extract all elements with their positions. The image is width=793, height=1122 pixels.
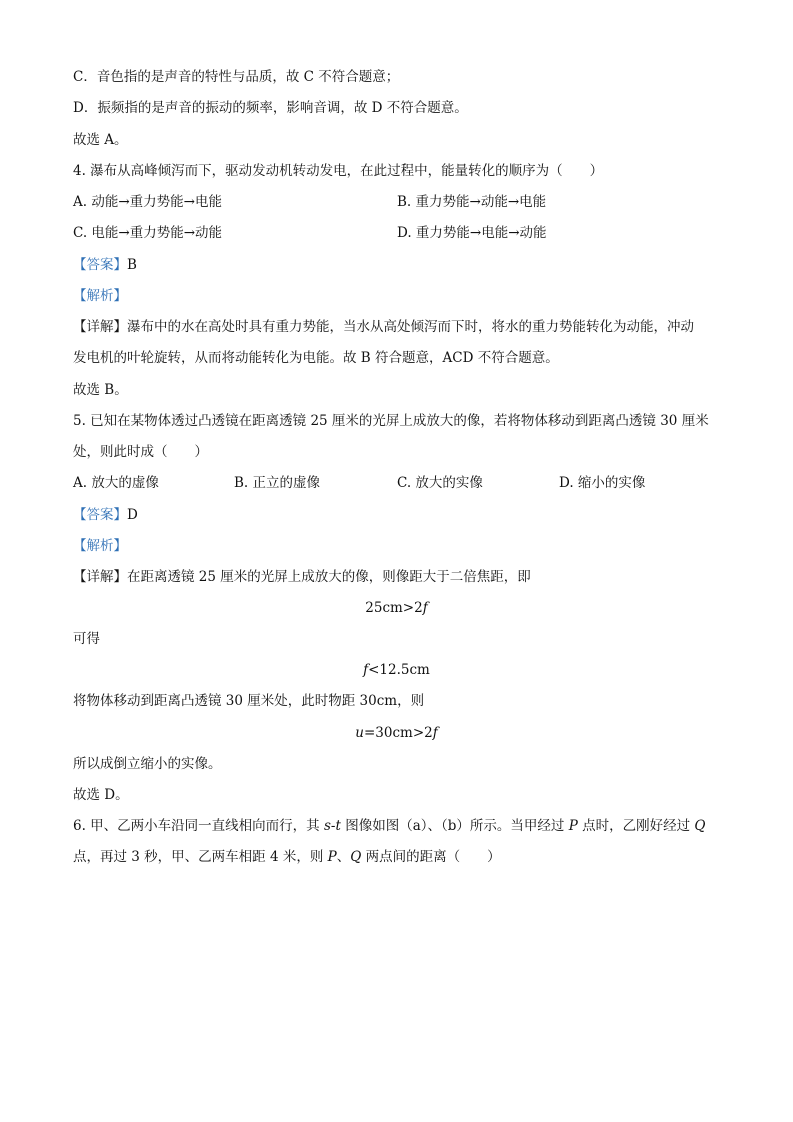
q5-stem-line-2: 处，则此时成（ ） (73, 444, 208, 460)
q6-stem-line-2 (73, 848, 501, 866)
q4-detail-line-1 (73, 318, 694, 336)
q4-option-a: A. 动能→重力势能→电能 (73, 194, 222, 210)
q5-detail-text-1: 在距离透镜 25 厘米的光屏上成放大的像，则像距大于二倍焦距，即 (127, 569, 531, 585)
q5-detail-line-3: 所以成倒立缩小的实像。 (73, 756, 222, 772)
equation-variable: u (355, 725, 364, 741)
answer-tag: 【答案】 (73, 507, 127, 523)
q5-answer-value: D (127, 507, 138, 523)
q5-option-b: B. 正立的虚像 (234, 475, 321, 491)
detail-tag: 【详解】 (73, 569, 127, 585)
stem-text: 两点间的距离（ ） (361, 849, 501, 865)
stem-text: 图像如图（a）、（b）所示。当甲经过 (340, 818, 569, 834)
stem-text: 点时，乙刚好经过 (577, 818, 695, 834)
equation-text: 25cm>2 (365, 600, 423, 616)
stem-text: 、 (336, 849, 351, 865)
q5-answer-line (73, 506, 138, 524)
stem-variable: Q (694, 818, 706, 834)
q4-detail-line-2: 发电机的叶轮旋转，从而将动能转化为电能。故 B 符合题意，ACD 不符合题意。 (73, 350, 559, 366)
q5-detail-line-1 (73, 568, 531, 586)
equation-variable: f (432, 725, 438, 741)
equation-text: =30cm>2 (363, 725, 433, 741)
stem-variable: t (335, 818, 341, 834)
q4-detail-text-1: 瀑布中的水在高处时具有重力势能，当水从高处倾泻而下时，将水的重力势能转化为动能，冲动 (127, 319, 694, 335)
answer-tag: 【答案】 (73, 257, 127, 273)
q4-option-c: C. 电能→重力势能→动能 (73, 225, 223, 241)
q5-analysis-tag: 【解析】 (73, 538, 127, 554)
equation-variable: f (422, 600, 428, 616)
stem-variable: P (568, 818, 578, 834)
stem-text: 6. 甲、乙两小车沿同一直线相向而行，其 (73, 818, 324, 834)
q4-option-b: B. 重力势能→动能→电能 (397, 194, 547, 210)
q3-option-c-explanation: C．音色指的是声音的特性与品质，故 C 不符合题意； (73, 69, 400, 85)
equation-variable: f (363, 662, 369, 678)
equation-text: <12.5cm (368, 662, 430, 678)
stem-variable: P (327, 849, 337, 865)
stem-text: - (330, 818, 336, 834)
q4-answer-line (73, 256, 137, 274)
stem-variable: Q (350, 849, 362, 865)
q5-can-get: 可得 (73, 631, 100, 647)
q5-stem-line-1: 5. 已知在某物体透过凸透镜在距离透镜 25 厘米的光屏上成放大的像，若将物体移动到距离凸透镜 30 厘米 (73, 413, 709, 429)
q4-answer-value: B (127, 257, 137, 273)
q5-option-d: D. 缩小的实像 (559, 475, 646, 491)
stem-text: 点，再过 3 秒，甲、乙两车相距 4 米，则 (73, 849, 328, 865)
q4-stem: 4. 瀑布从高峰倾泻而下，驱动发动机转动发电，在此过程中，能量转化的顺序为（ ） (73, 163, 604, 179)
q3-option-d-explanation: D．振频指的是声音的振动的频率，影响音调，故 D 不符合题意。 (73, 100, 468, 116)
q5-detail-line-2: 将物体移动到距离凸透镜 30 厘米处，此时物距 30cm，则 (73, 693, 425, 709)
q4-choose-line: 故选 B。 (73, 382, 128, 398)
q5-equation-1 (0, 599, 793, 617)
stem-variable: s (323, 818, 331, 834)
q6-stem-line-1 (73, 817, 705, 835)
q5-option-c: C. 放大的实像 (397, 475, 483, 491)
q4-option-d: D. 重力势能→电能→动能 (397, 225, 547, 241)
q4-analysis-tag: 【解析】 (73, 288, 127, 304)
q3-choose-line: 故选 A。 (73, 132, 128, 148)
q5-equation-2 (0, 661, 793, 679)
q5-equation-3 (0, 724, 793, 742)
q5-choose-line: 故选 D。 (73, 787, 129, 803)
q5-option-a: A. 放大的虚像 (73, 475, 159, 491)
detail-tag: 【详解】 (73, 319, 127, 335)
